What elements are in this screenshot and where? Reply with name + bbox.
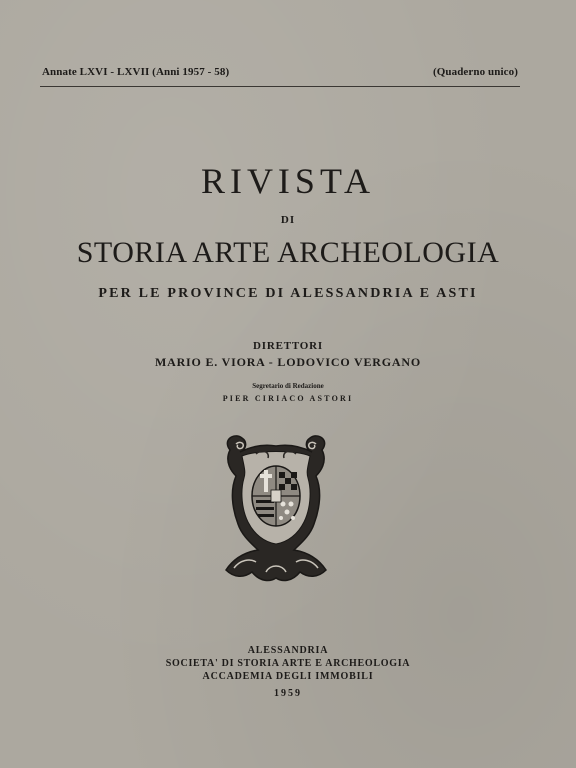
publisher-society: SOCIETA' DI STORIA ARTE E ARCHEOLOGIA bbox=[165, 658, 411, 669]
title-rivista: RIVISTA bbox=[200, 161, 376, 201]
segretario-name: PIER CIRIACO ASTORI bbox=[222, 394, 354, 403]
header-rule bbox=[40, 86, 520, 87]
subtitle: PER LE PROVINCE DI ALESSANDRIA E ASTI bbox=[98, 286, 478, 301]
page-title: STORIA ARTE ARCHEOLOGIA bbox=[76, 236, 500, 269]
issue-header bbox=[42, 66, 518, 78]
publication-year: 1959 bbox=[274, 688, 302, 699]
segretario-label: Segretario di Redazione bbox=[252, 382, 324, 390]
annate-label: Annate LXVI - LXVII (Anni 1957 - 58) bbox=[42, 66, 230, 78]
direttori-label: DIRETTORI bbox=[253, 340, 323, 352]
coat-of-arms-icon bbox=[216, 432, 336, 584]
direttori-names: MARIO E. VIORA - LODOVICO VERGANO bbox=[155, 355, 421, 369]
publisher-academy: ACCADEMIA DEGLI IMMOBILI bbox=[202, 671, 374, 682]
quaderno-label: (Quaderno unico) bbox=[432, 66, 518, 78]
title-di: DI bbox=[280, 214, 296, 226]
publisher-city: ALESSANDRIA bbox=[247, 645, 329, 656]
